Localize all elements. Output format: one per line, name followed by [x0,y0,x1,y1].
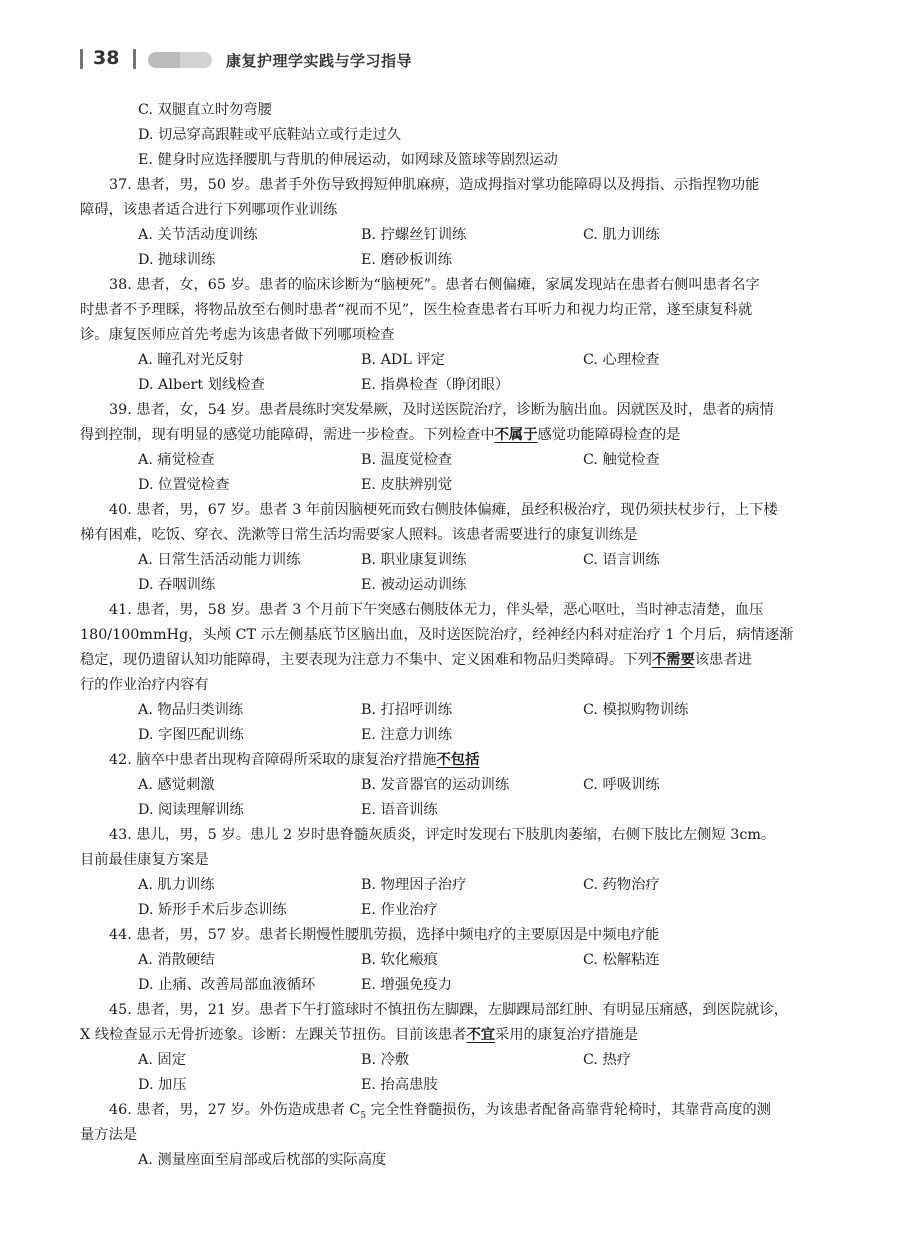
answer-option: E. 作业治疗 [361,902,438,918]
answer-option: E. 增强免疫力 [361,977,453,993]
answer-option: E. 磨砂板训练 [361,252,453,268]
question-text: 42. 脑卒中患者出现构音障碍所采取的康复治疗措施不包括 [109,752,480,768]
answer-option: B. ADL 评定 [361,352,446,368]
answer-option: B. 打招呼训练 [361,702,453,718]
question-text: 39. 患者，女，54 岁。患者晨练时突发晕厥，及时送医院治疗，诊断为脑出血。因就医及时，患者的病情 [109,402,774,418]
answer-option: A. 肌力训练 [138,877,215,893]
answer-option: B. 物理因子治疗 [361,877,467,893]
question-text: 40. 患者，男，67 岁。患者 3 年前因脑梗死而致右侧肢体偏瘫，虽经积极治疗，现仍须扶杖步行，上下楼 [109,502,778,518]
answer-option: D. 阅读理解训练 [138,802,244,818]
answer-option: E. 注意力训练 [361,727,453,743]
answer-option: C. 语言训练 [583,552,660,568]
answer-option: E. 抬高患肢 [361,1077,438,1093]
question-text: 38. 患者，女，65 岁。患者的临床诊断为“脑梗死”。患者右侧偏瘫，家属发现站在患者右侧叫患者名字 [109,277,760,293]
answer-option: C. 肌力训练 [583,227,660,243]
answer-option: E. 指鼻检查（睁闭眼） [361,377,510,393]
answer-option: B. 温度觉检查 [361,452,453,468]
question-text: 梯有困难，吃饭、穿衣、洗漱等日常生活均需要家人照料。该患者需要进行的康复训练是 [80,527,638,543]
answer-option: D. 位置觉检查 [138,477,230,493]
answer-option: C. 松解粘连 [583,952,660,968]
answer-option: A. 测量座面至肩部或后枕部的实际高度 [138,1152,387,1168]
page-number: 38 [93,47,120,69]
answer-option: A. 物品归类训练 [138,702,244,718]
answer-option: C. 触觉检查 [583,452,660,468]
answer-option: D. Albert 划线检查 [138,377,265,393]
question-text: 180/100mmHg，头颅 CT 示左侧基底节区脑出血，及时送医院治疗，经神经内科对症治疗 1 个月后，病情逐渐 [80,627,794,643]
question-text: 量方法是 [80,1127,138,1143]
answer-option: A. 消散硬结 [138,952,215,968]
question-text: 41. 患者，男，58 岁。患者 3 个月前下午突感右侧肢体无力，伴头晕，恶心呕吐，当时神志清楚，血压 [109,602,764,618]
answer-option: A. 瞳孔对光反射 [138,352,244,368]
answer-option: C. 呼吸训练 [583,777,660,793]
answer-option: E. 被动运动训练 [361,577,467,593]
question-text: 37. 患者，男，50 岁。患者手外伤导致拇短伸肌麻痹，造成拇指对掌功能障碍以及拇指、示指捏物功能 [109,177,760,193]
question-text: X 线检查显示无骨折迹象。诊断：左踝关节扭伤。目前该患者不宜采用的康复治疗措施是 [80,1027,639,1043]
answer-option: B. 冷敷 [361,1052,410,1068]
header-bar-right [133,49,136,69]
emphasis-underline: 不包括 [436,752,480,768]
answer-option: D. 吞咽训练 [138,577,216,593]
emphasis-underline: 不属于 [494,427,538,443]
answer-option: C. 模拟购物训练 [583,702,689,718]
question-text: 稳定，现仍遗留认知功能障碍，主要表现为注意力不集中、定义困难和物品归类障碍。下列不需要该患者进 [80,652,752,668]
answer-option: C. 心理检查 [583,352,660,368]
answer-option: B. 发音器官的运动训练 [361,777,510,793]
page-header [0,0,900,80]
question-text: 46. 患者，男，27 岁。外伤造成患者 $C_5$ 完全性脊髓损伤，为该患者配备高靠背轮椅时，其靠背高度的测 [109,1102,771,1121]
answer-option: A. 感觉刺激 [138,777,215,793]
question-text: 诊。康复医师应首先考虑为该患者做下列哪项检查 [80,327,395,343]
header-pill-shade [148,52,180,68]
answer-option: A. 固定 [138,1052,187,1068]
answer-option: B. 软化瘢痕 [361,952,438,968]
answer-option: C. 双腿直立时勿弯腰 [138,102,272,118]
question-text: 行的作业治疗内容有 [80,677,209,693]
question-text: 目前最佳康复方案是 [80,852,209,868]
answer-option: B. 拧螺丝钉训练 [361,227,467,243]
answer-option: D. 加压 [138,1077,187,1093]
question-text: 45. 患者，男，21 岁。患者下午打篮球时不慎扭伤左脚踝，左脚踝局部红肿、有明显压痛感，到医院就诊， [109,1002,789,1018]
answer-option: A. 日常生活活动能力训练 [138,552,301,568]
answer-option: A. 关节活动度训练 [138,227,258,243]
answer-option: D. 止痛、改善局部血液循环 [138,977,316,993]
header-bar-left [80,49,83,69]
subscript: 5 [360,1110,367,1121]
answer-option: D. 字图匹配训练 [138,727,244,743]
book-title: 康复护理学实践与学习指导 [226,52,413,70]
question-text: 得到控制，现有明显的感觉功能障碍，需进一步检查。下列检查中不属于感觉功能障碍检查的是 [80,427,681,443]
question-text: 43. 患儿，男，5 岁。患儿 2 岁时患脊髓灰质炎，评定时发现右下肢肌肉萎缩，右侧下肢比左侧短 3cm。 [109,827,776,843]
answer-option: D. 切忌穿高跟鞋或平底鞋站立或行走过久 [138,127,402,143]
emphasis-underline: 不宜 [466,1027,496,1043]
question-text: 障碍，该患者适合进行下列哪项作业训练 [80,202,338,218]
answer-option: B. 职业康复训练 [361,552,467,568]
answer-option: D. 抛球训练 [138,252,216,268]
emphasis-underline: 不需要 [651,652,695,668]
answer-option: D. 矫形手术后步态训练 [138,902,287,918]
answer-option: A. 痛觉检查 [138,452,215,468]
answer-option: E. 语音训练 [361,802,438,818]
answer-option: C. 药物治疗 [583,877,660,893]
question-text: 时患者不予理睬，将物品放至右侧时患者“视而不见”，医生检查患者右耳听力和视力均正常，遂至康复科就 [80,302,753,318]
answer-option: E. 健身时应选择腰肌与背肌的伸展运动，如网球及篮球等剧烈运动 [138,152,558,168]
answer-option: E. 皮肤辨别觉 [361,477,453,493]
answer-option: C. 热疗 [583,1052,632,1068]
question-text: 44. 患者，男，57 岁。患者长期慢性腰肌劳损，选择中频电疗的主要原因是中频电疗能 [109,927,660,943]
